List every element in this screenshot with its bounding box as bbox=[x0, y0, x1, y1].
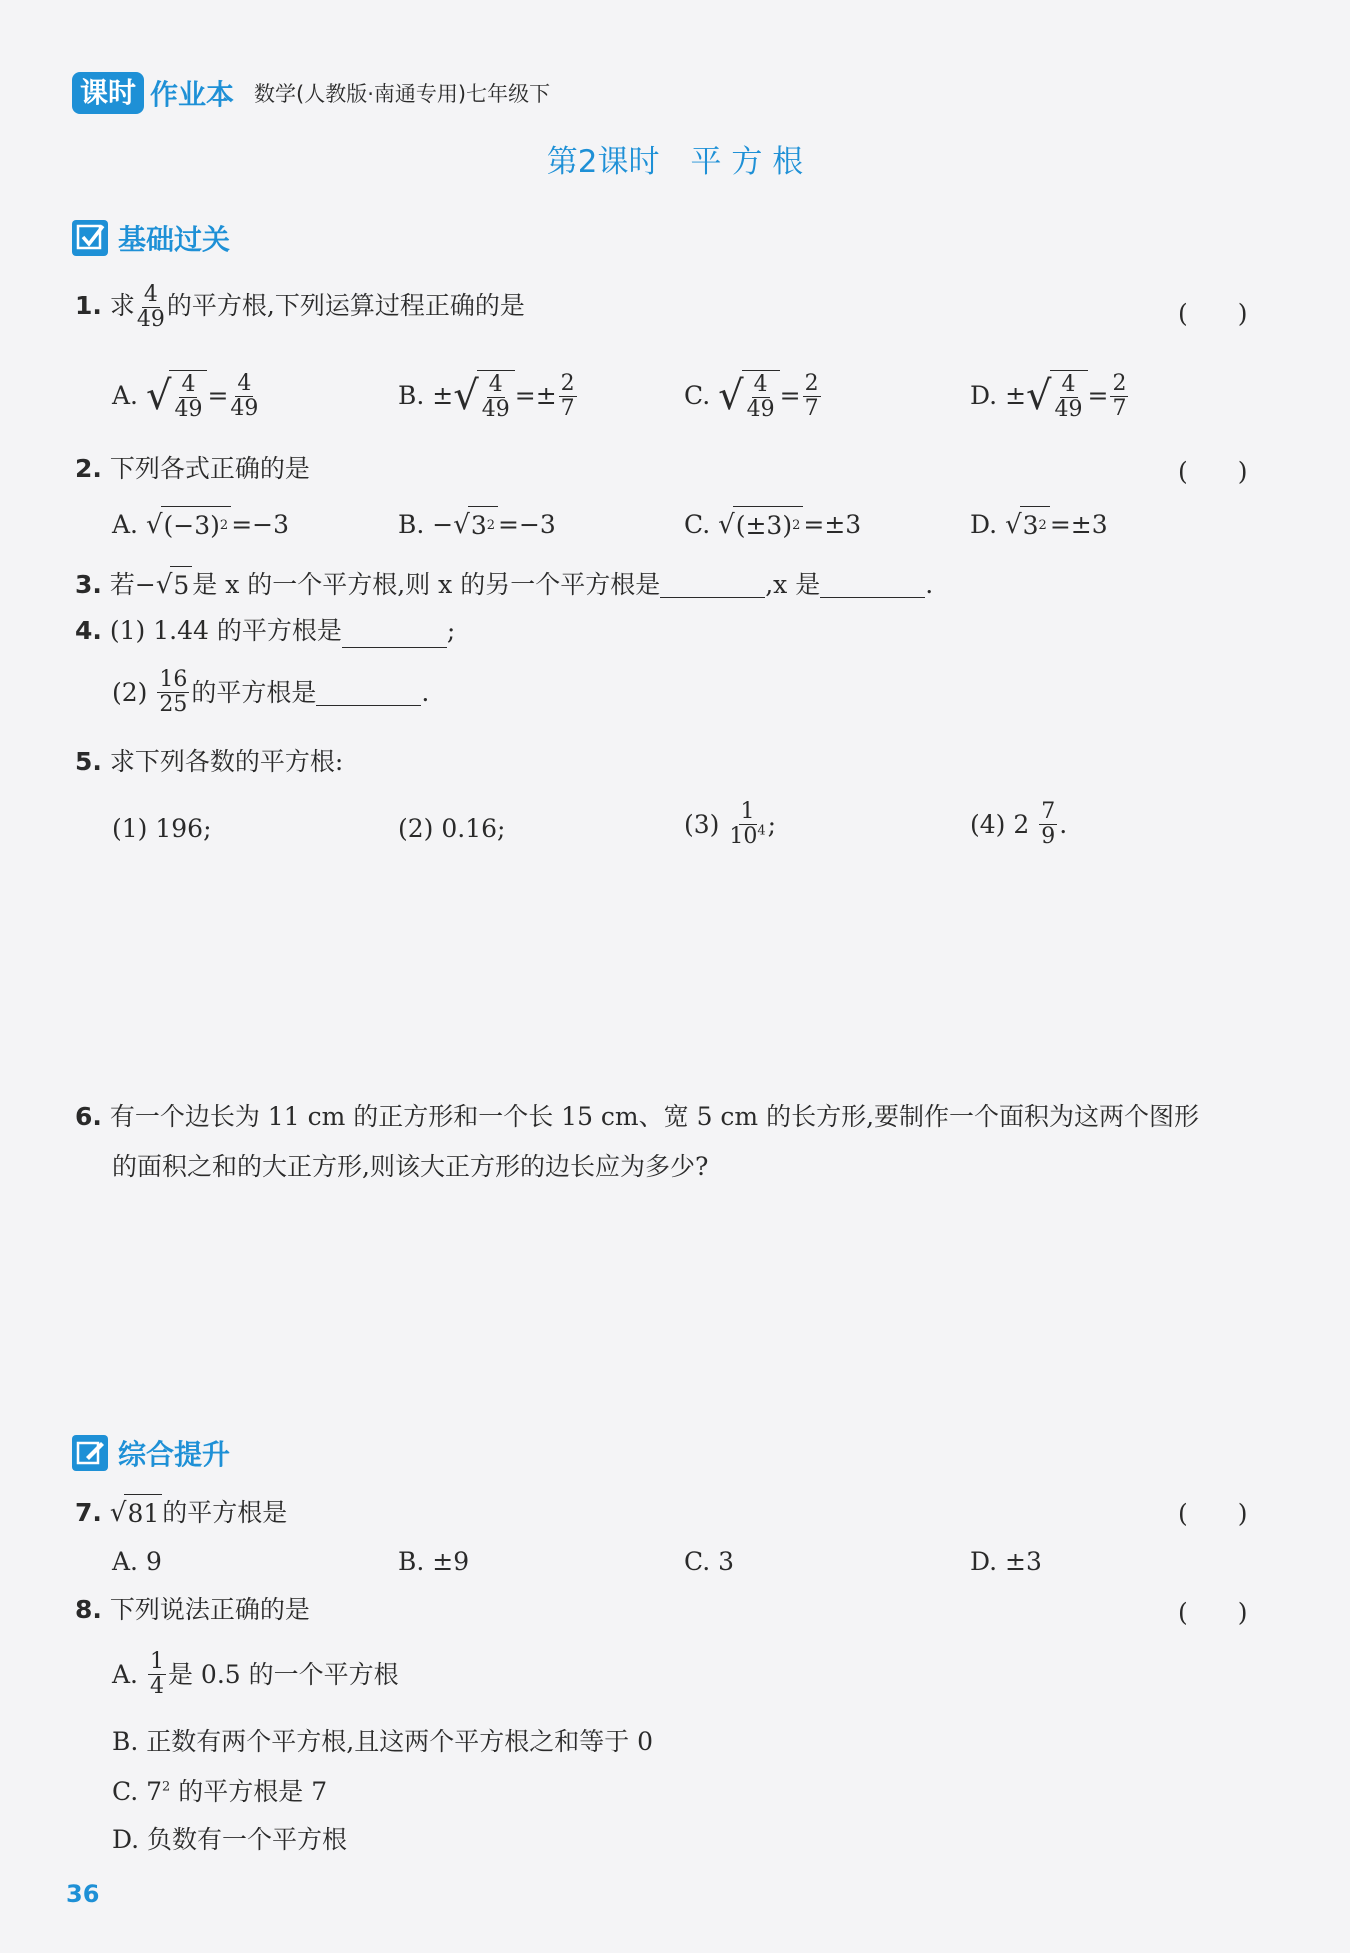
question-text: 求 bbox=[109, 291, 135, 320]
lesson-title: 第2课时 平 方 根 bbox=[546, 144, 804, 180]
book-name: 作业本 bbox=[150, 78, 235, 111]
question-3: 3. 若− √ 5 是 x 的一个平方根,则 x 的另一个平方根是 ,x 是 . bbox=[75, 566, 933, 603]
q7-option-d: D. ±3 bbox=[970, 1547, 1042, 1576]
answer-blank[interactable] bbox=[316, 679, 421, 706]
q7-option-a: A. 9 bbox=[112, 1547, 162, 1576]
q2-option-c: C. √ (±3) 2 =±3 bbox=[684, 506, 861, 543]
q7-option-b: B. ±9 bbox=[398, 1547, 470, 1576]
q2-option-d: D. √ 3 2 =±3 bbox=[970, 506, 1108, 543]
answer-blank[interactable] bbox=[820, 571, 925, 598]
q5-item-1: (1) 196; bbox=[112, 814, 212, 843]
question-6: 6. 有一个边长为 11 cm 的正方形和一个长 15 cm、宽 5 cm 的长方形,要制作一个面积为这两个图形 bbox=[75, 1102, 1200, 1131]
q2-option-b: B. − √ 3 2 =−3 bbox=[398, 506, 556, 543]
section-advanced bbox=[72, 1433, 230, 1473]
answer-bracket-2[interactable]: ( ) bbox=[1178, 457, 1248, 486]
answer-bracket-7[interactable]: ( ) bbox=[1178, 1499, 1248, 1528]
logo: 课时 bbox=[72, 72, 144, 114]
answer-blank[interactable] bbox=[342, 621, 447, 648]
answer-bracket-8[interactable]: ( ) bbox=[1178, 1598, 1248, 1627]
q5-item-4: (4) 2 $\frac{7}{9}$ . bbox=[970, 799, 1068, 849]
q5-item-2: (2) 0.16; bbox=[398, 814, 506, 843]
q8-option-c: C. $7^2$ 的平方根是 7 bbox=[112, 1777, 328, 1806]
q1-option-d: D. ± √ $\frac{4}{49}$ = $\frac{2}{7}$ bbox=[970, 370, 1127, 422]
q1-option-c: C. √ $\frac{4}{49}$ = $\frac{2}{7}$ bbox=[684, 370, 819, 422]
section-basic bbox=[72, 218, 230, 258]
book-subtitle: 数学(人教版·南通专用)七年级下 bbox=[254, 82, 551, 106]
q1-option-b: B. ± √ $\frac{4}{49}$ = ± $\frac{2}{7}$ bbox=[398, 370, 575, 422]
header bbox=[72, 70, 550, 116]
question-4-2: (2) $\frac{16}{25}$ 的平方根是 . bbox=[112, 667, 430, 717]
question-4: 4. (1) 1.44 的平方根是 ; bbox=[75, 614, 455, 648]
fraction: $\frac{4}{49}$ bbox=[136, 282, 165, 332]
q2-option-a: A. √ (−3) 2 =−3 bbox=[112, 506, 289, 543]
pencil-icon bbox=[72, 1435, 108, 1471]
section-advanced-title: 综合提升 bbox=[118, 1438, 231, 1471]
section-basic-title: 基础过关 bbox=[118, 223, 231, 256]
question-7: 7. √ 81 的平方根是 bbox=[75, 1494, 287, 1531]
question-5: 5. 求下列各数的平方根: bbox=[75, 747, 344, 776]
question-text: 的平方根,下列运算过程正确的是 bbox=[166, 291, 525, 320]
q7-option-c: C. 3 bbox=[684, 1547, 735, 1576]
question-1 bbox=[75, 283, 525, 332]
check-icon bbox=[72, 220, 108, 256]
q8-option-d: D. 负数有一个平方根 bbox=[112, 1825, 348, 1854]
answer-blank[interactable] bbox=[660, 571, 765, 598]
answer-bracket-1[interactable]: ( ) bbox=[1178, 299, 1248, 328]
q8-option-b: B. 正数有两个平方根,且这两个平方根之和等于 0 bbox=[112, 1727, 654, 1756]
page-number: 36 bbox=[66, 1880, 100, 1908]
question-2: 2. 下列各式正确的是 bbox=[75, 454, 310, 483]
q8-option-a: A. $\frac{1}{4}$ 是 0.5 的一个平方根 bbox=[112, 1649, 399, 1699]
q5-item-3: (3) $\frac{1}{10^4}$ ; bbox=[684, 799, 777, 849]
question-number: 1. bbox=[75, 291, 102, 320]
q1-option-a: A. √ $\frac{4}{49}$ = $\frac{4}{49}$ bbox=[112, 370, 259, 422]
question-6-line2: 的面积之和的大正方形,则该大正方形的边长应为多少? bbox=[112, 1152, 709, 1181]
question-8: 8. 下列说法正确的是 bbox=[75, 1595, 310, 1624]
